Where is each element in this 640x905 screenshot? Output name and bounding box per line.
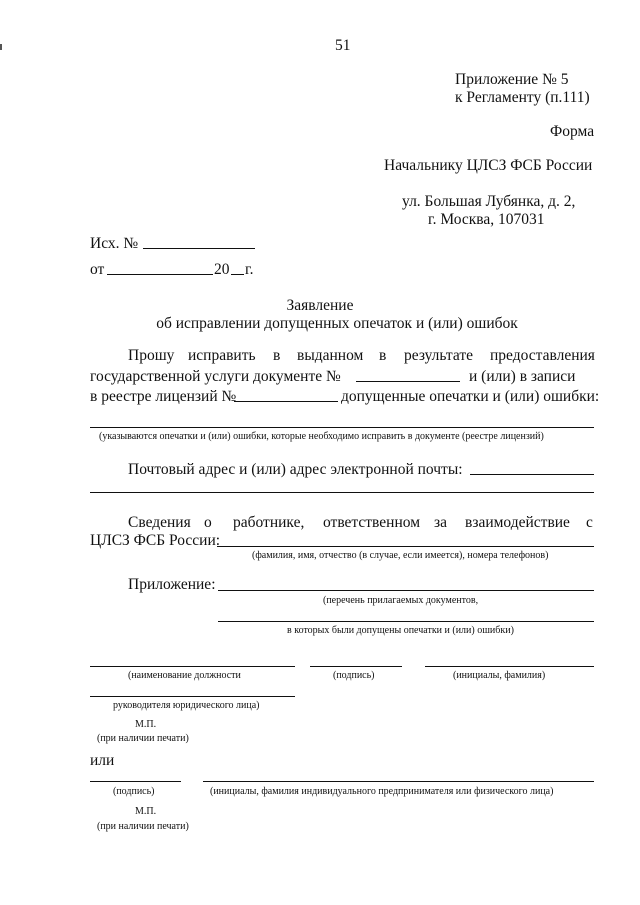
attachment-hint-2: в которых были допущены опечатки и (или) ошибки)	[287, 625, 514, 636]
postal-field-line2[interactable]	[90, 492, 594, 493]
head-caption: руководителя юридического лица)	[113, 700, 260, 711]
ip-name-field[interactable]	[203, 781, 594, 782]
errors-hint: (указываются опечатки и (или) ошибки, которые необходимо исправить в документе (реестре лицензий)	[99, 431, 544, 442]
body-word: в	[379, 347, 387, 364]
attachment-hint: (перечень прилагаемых документов,	[323, 595, 479, 606]
ip-stamp-label: М.П.	[135, 806, 157, 817]
ip-stamp-note: (при наличии печати)	[97, 821, 189, 832]
license-number-field[interactable]	[234, 401, 338, 402]
ip-name-caption: (инициалы, фамилия индивидуального предпринимателя или физического лица)	[210, 786, 554, 797]
addressee-city: г. Москва, 107031	[428, 211, 545, 228]
ip-signature-caption: (подпись)	[113, 786, 155, 797]
addressee-title: Начальнику ЦЛСЗ ФСБ России	[384, 157, 593, 174]
position-field[interactable]	[90, 666, 295, 667]
postal-label: Почтовый адрес и (или) адрес электронной почты:	[128, 461, 463, 478]
stamp-note: (при наличии печати)	[97, 733, 189, 744]
body-word: результате	[404, 347, 473, 364]
signature-caption: (подпись)	[333, 670, 375, 681]
worker-word: Сведения	[128, 514, 191, 531]
body-text: в реестре лицензий №	[90, 388, 237, 405]
position-field-line2[interactable]	[90, 696, 295, 697]
year-prefix: 20	[214, 261, 230, 278]
name-field[interactable]	[425, 666, 594, 667]
form-label: Форма	[550, 123, 595, 140]
worker-word: о	[204, 514, 212, 531]
year-field[interactable]	[231, 274, 244, 275]
position-caption: (наименование должности	[128, 670, 241, 681]
worker-word: взаимодействие	[465, 514, 570, 531]
worker-word: с	[586, 514, 593, 531]
attachment-label: Приложение:	[128, 576, 216, 593]
body-text: государственной услуги документе №	[90, 368, 341, 385]
body-word: исправить	[188, 347, 256, 364]
document-subtitle: об исправлении допущенных опечаток и (или) ошибок	[156, 315, 518, 332]
name-caption: (инициалы, фамилия)	[453, 670, 546, 681]
body-word: предоставления	[490, 347, 595, 364]
worker-word: ответственном	[323, 514, 421, 531]
document-title: Заявление	[286, 297, 354, 314]
appendix-regulation: к Регламенту (п.111)	[455, 89, 590, 106]
worker-org-label: ЦЛСЗ ФСБ России:	[90, 532, 221, 549]
signature-field[interactable]	[310, 666, 402, 667]
body-word: Прошу	[128, 347, 175, 364]
errors-field[interactable]	[90, 427, 594, 428]
postal-field[interactable]	[470, 474, 594, 475]
body-word: выданном	[297, 347, 364, 364]
worker-word: за	[434, 514, 448, 531]
document-number-field[interactable]	[356, 381, 460, 382]
date-prefix: от	[90, 261, 105, 278]
worker-field[interactable]	[217, 546, 594, 547]
date-field[interactable]	[107, 274, 213, 275]
worker-word: работнике,	[233, 514, 305, 531]
body-text: и (или) в записи	[469, 368, 576, 385]
or-label: или	[90, 752, 115, 769]
body-text: допущенные опечатки и (или) ошибки:	[341, 388, 600, 405]
appendix-number: Приложение № 5	[455, 71, 569, 88]
page-number: 51	[335, 37, 351, 54]
outgoing-ref-field[interactable]	[143, 248, 255, 249]
outgoing-ref-label: Исх. №	[90, 235, 139, 252]
attachment-field-line2[interactable]	[218, 621, 594, 622]
ip-signature-field[interactable]	[90, 781, 181, 782]
worker-hint: (фамилия, имя, отчество (в случае, если имеется), номера телефонов)	[252, 550, 549, 561]
attachment-field[interactable]	[218, 590, 594, 591]
year-suffix: г.	[245, 261, 254, 278]
body-word: в	[273, 347, 281, 364]
addressee-street: ул. Большая Лубянка, д. 2,	[402, 193, 576, 210]
scan-mark	[0, 44, 2, 50]
stamp-label: М.П.	[135, 719, 157, 730]
